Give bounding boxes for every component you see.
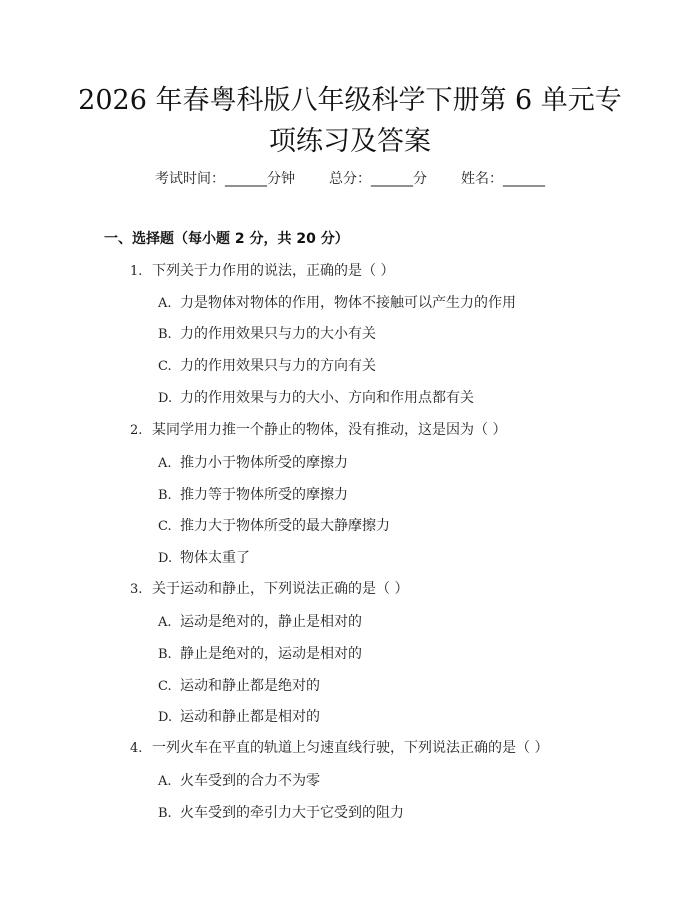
exam-info [0, 169, 700, 189]
option-1d [158, 388, 474, 409]
option-letter: A. [158, 456, 172, 471]
option-text: 运动和静止都是绝对的 [180, 678, 320, 694]
section-heading: 一、选择题（每小题 2 分，共 20 分） [104, 231, 349, 247]
option-3c [158, 676, 320, 697]
option-letter: C. [158, 519, 172, 534]
option-text: 推力大于物体所受的最大静摩擦力 [180, 518, 390, 534]
question-number: 1. [130, 264, 143, 279]
option-3d [158, 707, 320, 728]
option-1c [158, 356, 376, 377]
option-letter: C. [158, 679, 172, 694]
option-text: 物体太重了 [180, 550, 250, 566]
question-3 [130, 579, 408, 600]
option-text: 力的作用效果与力的大小、方向和作用点都有关 [180, 390, 474, 406]
option-letter: A. [158, 296, 172, 311]
title-line-1: 2026 年春粤科版八年级科学下册第 6 单元专 [78, 85, 622, 116]
option-text: 推力小于物体所受的摩擦力 [180, 455, 348, 471]
name-field: 姓名：______ [461, 171, 545, 187]
question-text: 关于运动和静止，下列说法正确的是（ ） [152, 581, 409, 597]
option-text: 火车受到的合力不为零 [180, 773, 320, 789]
question-number: 3. [130, 582, 143, 597]
option-3a [158, 612, 362, 633]
option-letter: B. [158, 806, 172, 821]
question-number: 2. [130, 423, 143, 438]
option-4b [158, 803, 404, 824]
option-2b [158, 485, 348, 506]
option-letter: A. [158, 774, 172, 789]
option-text: 运动是绝对的，静止是相对的 [180, 614, 362, 630]
option-letter: D. [158, 551, 173, 566]
option-2a [158, 453, 348, 474]
question-1 [130, 261, 394, 282]
option-text: 运动和静止都是相对的 [180, 709, 320, 725]
option-text: 力的作用效果只与力的方向有关 [180, 358, 376, 374]
option-letter: B. [158, 327, 172, 342]
question-text: 一列火车在平直的轨道上匀速直线行驶，下列说法正确的是（ ） [152, 740, 549, 756]
option-letter: C. [158, 359, 172, 374]
option-1b [158, 324, 376, 345]
option-4a [158, 771, 320, 792]
option-1a [158, 293, 516, 314]
option-letter: D. [158, 710, 173, 725]
option-text: 力是物体对物体的作用，物体不接触可以产生力的作用 [180, 295, 516, 311]
option-text: 推力等于物体所受的摩擦力 [180, 487, 348, 503]
option-text: 力的作用效果只与力的大小有关 [180, 326, 376, 342]
option-3b [158, 644, 362, 665]
option-letter: B. [158, 647, 172, 662]
exam-time-field: 考试时间：______分钟 [155, 171, 295, 187]
option-letter: B. [158, 488, 172, 503]
question-text: 下列关于力作用的说法，正确的是（ ） [152, 263, 395, 279]
option-text: 火车受到的牵引力大于它受到的阻力 [180, 805, 404, 821]
question-2 [130, 420, 506, 441]
question-text: 某同学用力推一个静止的物体，没有推动，这是因为（ ） [152, 422, 507, 438]
option-2d [158, 548, 250, 569]
option-letter: A. [158, 615, 172, 630]
option-text: 静止是绝对的，运动是相对的 [180, 646, 362, 662]
document-title [40, 80, 660, 162]
option-letter: D. [158, 391, 173, 406]
option-2c [158, 516, 390, 537]
title-line-2: 项练习及答案 [269, 126, 431, 157]
total-score-field: 总分：______分 [329, 171, 427, 187]
question-4 [130, 738, 548, 759]
question-number: 4. [130, 741, 143, 756]
